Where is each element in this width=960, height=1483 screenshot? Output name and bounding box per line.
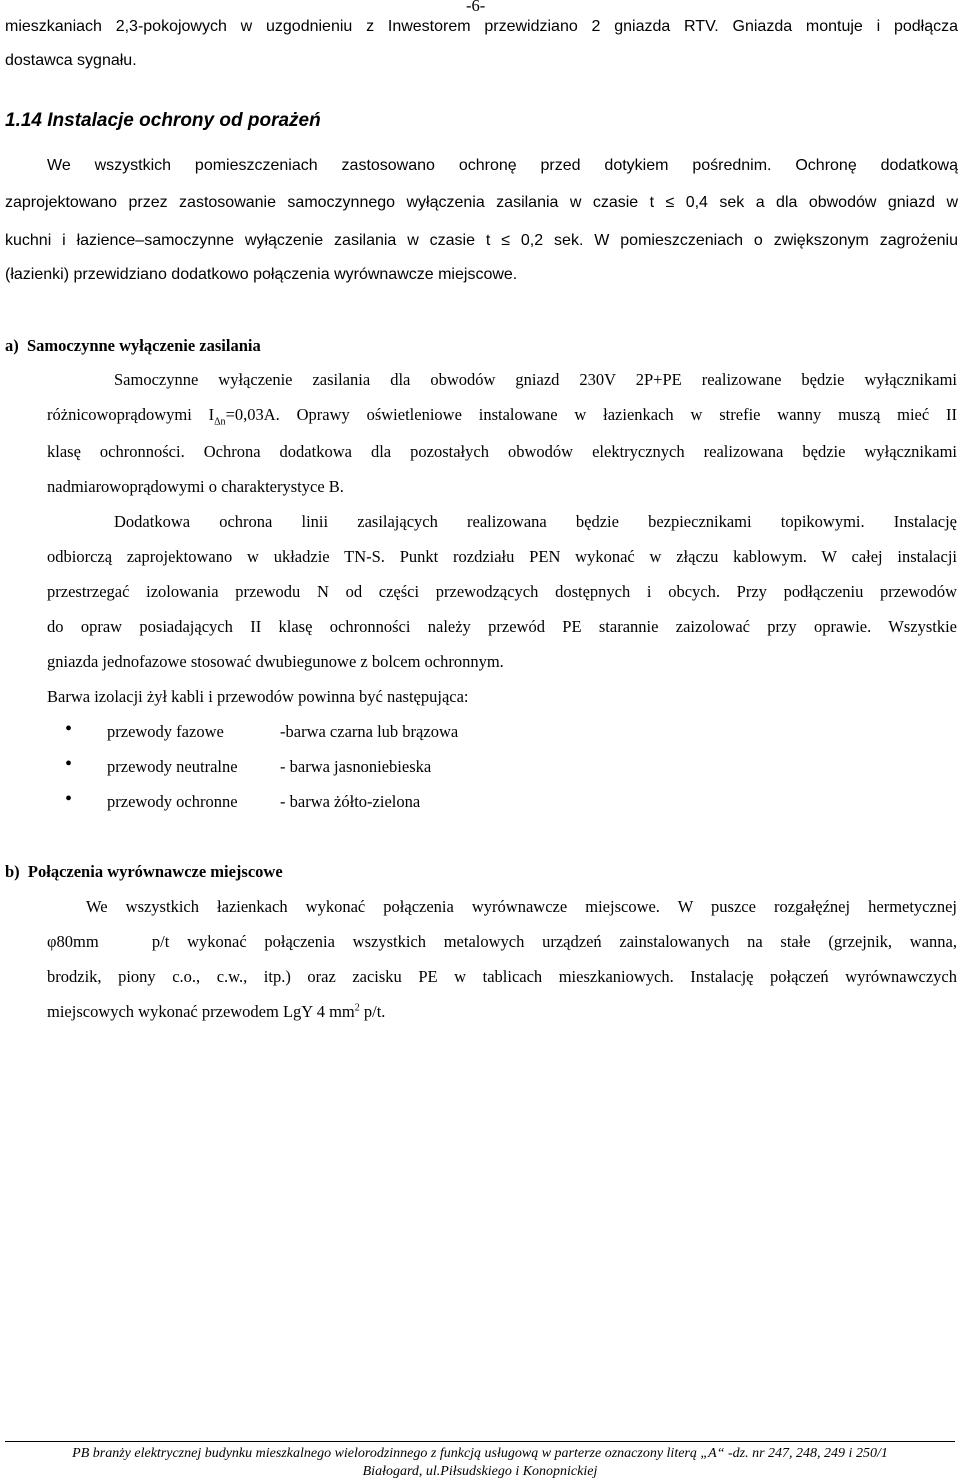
section-1-14-line-1: We wszystkich pomieszczeniach zastosowano ochronę przed dotykiem pośrednim. Ochronę dodatkową <box>47 157 958 174</box>
section-a-line-3: klasę ochronności. Ochrona dodatkowa dla pozostałych obwodów elektrycznych realizowana będzie wyłącznikami <box>47 442 957 461</box>
bullet-icon: • <box>65 788 73 810</box>
section-1-14-line-3: kuchni i łazience–samoczynne wyłączenie zasilania w czasie t ≤ 0,2 sek. W pomieszczeniach o zwiększonym zagrożeniu <box>5 232 958 249</box>
footer-line-2: Białogard, ul.Piłsudskiego i Konopnickiej <box>362 1464 598 1479</box>
bullet-value: - barwa żółto-zielona <box>280 792 421 811</box>
section-1-14-line-2: zaprojektowano przez zastosowanie samoczynnego wyłączenia zasilania w czasie t ≤ 0,4 sek a dla obwodów gniazd w <box>5 194 958 211</box>
bullet-label: przewody ochronne <box>107 792 238 811</box>
section-1-14-heading: 1.14 Instalacje ochrony od porażeń <box>5 110 321 131</box>
section-a-heading: a) Samoczynne wyłączenie zasilania <box>5 336 261 355</box>
page-number: -6- <box>466 0 486 15</box>
section-a-line-9: gniazda jednofazowe stosować dwubiegunowe z bolcem ochronnym. <box>47 652 504 671</box>
bullet-value: -barwa czarna lub brązowa <box>280 722 459 741</box>
section-1-14-line-4: (łazienki) przewidziano dodatkowo połączenia wyrównawcze miejscowe. <box>5 266 518 283</box>
bullet-icon: • <box>65 753 73 775</box>
section-a-line-2: różnicowoprądowymi $I_{\Delta n}=0,03A$. Oprawy oświetleniowe instalowane w łazienkach w strefie wanny muszą mieć II <box>47 405 957 428</box>
section-a-line-5: Dodatkowa ochrona linii zasilających realizowana będzie bezpiecznikami topikowymi. Instalację <box>114 512 957 531</box>
section-a-line-4: nadmiarowoprądowymi o charakterystyce B. <box>47 477 344 496</box>
section-b-line-3: brodzik, piony c.o., c.w., itp.) oraz zacisku PE w tablicach mieszkaniowych. Instalację połączeń wyrównawczych <box>47 967 957 986</box>
bullet-icon: • <box>65 718 73 740</box>
footer-line-1: PB branży elektrycznej budynku mieszkalnego wielorodzinnego z funkcją usługową w parterze oznaczony literą „A“ -dz. nr 247, 248, 249 i 250/1 <box>72 1446 888 1461</box>
section-b-line-2: φ80mm p/t wykonać połączenia wszystkich metalowych urządzeń zainstalowanych na stałe (grzejnik, wanna, <box>47 932 957 951</box>
bullet-label: przewody fazowe <box>107 722 224 741</box>
section-a-line-10: Barwa izolacji żył kabli i przewodów powinna być następująca: <box>47 687 469 706</box>
section-a-line-8: do opraw posiadających II klasę ochronności należy przewód PE starannie zaizolować przy oprawie. Wszystkie <box>47 617 957 636</box>
section-b-heading: b) Połączenia wyrównawcze miejscowe <box>5 862 283 881</box>
bullet-value: - barwa jasnoniebieska <box>280 757 432 776</box>
section-a-line-6: odbiorczą zaprojektowano w układzie TN-S. Punkt rozdziału PEN wykonać w złączu kablowym. W całej instalacji <box>47 547 957 566</box>
intro-line-2: dostawca sygnału. <box>5 52 137 69</box>
intro-line-1: mieszkaniach 2,3-pokojowych w uzgodnieniu z Inwestorem przewidziano 2 gniazda RTV. Gniazda montuje i podłącza <box>5 18 958 35</box>
section-b-line-4: miejscowych wykonać przewodem LgY 4 $mm^2$ p/t. <box>47 1002 386 1021</box>
footer-divider <box>5 1441 955 1442</box>
section-b-line-1: We wszystkich łazienkach wykonać połączenia wyrównawcze miejscowe. W puszce rozgałęźnej hermetycznej <box>86 897 957 916</box>
bullet-label: przewody neutralne <box>107 757 238 776</box>
section-a-line-1: Samoczynne wyłączenie zasilania dla obwodów gniazd 230V 2P+PE realizowane będzie wyłącznikami <box>114 370 957 389</box>
section-a-line-7: przestrzegać izolowania przewodu N od części przewodzących dostępnych i obcych. Przy podłączeniu przewodów <box>47 582 957 601</box>
